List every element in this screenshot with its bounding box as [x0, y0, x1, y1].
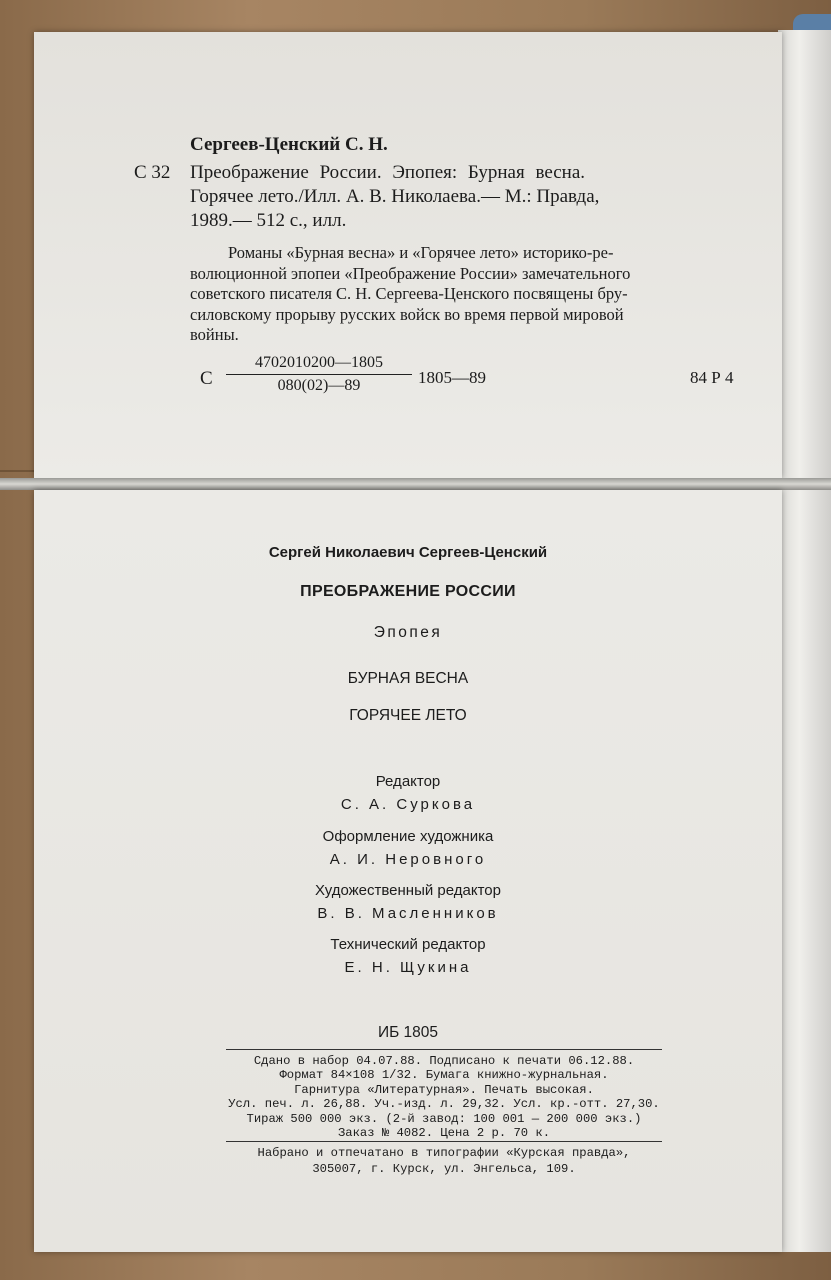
imprint-rule-top	[226, 1049, 662, 1050]
imprint-line: Сдано в набор 04.07.88. Подписано к печати 06.12.88.	[253, 1054, 635, 1068]
annotation	[190, 243, 750, 346]
ib-number: ИБ 1805	[377, 1024, 439, 1041]
credit-role: Технический редактор	[330, 936, 486, 953]
binding-cord	[0, 478, 831, 490]
annotation-line: волюционной эпопеи «Преображение России» замечательного	[190, 263, 631, 283]
annotation-line: советского писателя С. Н. Сергеева-Ценского посвящены бру-	[190, 284, 628, 303]
imprint-line: Усл. печ. л. 26,88. Уч.-изд. л. 29,32. Усл. кр.-отт. 27,30.	[228, 1097, 660, 1112]
imprint-line: Заказ № 4082. Цена 2 р. 70 к.	[337, 1126, 551, 1141]
credit-name: С. А. Суркова	[340, 796, 476, 813]
book-title: ПРЕОБРАЖЕНИЕ РОССИИ	[300, 583, 516, 600]
printer-line: Набрано и отпечатано в типографии «Курская правда»,	[257, 1146, 631, 1160]
credit-name: В. В. Масленников	[317, 905, 499, 922]
volume-title-1: БУРНАЯ ВЕСНА	[347, 670, 469, 687]
biblio-line: 1989.— 512 с., илл.	[190, 210, 347, 231]
index-denominator: 080(02)—89	[277, 377, 361, 394]
bibliographic-description	[190, 161, 750, 233]
credit-name: А. И. Неровного	[329, 851, 487, 868]
annotation-line: Романы «Бурная весна» и «Горячее лето» историко-ре-	[228, 243, 614, 262]
imprint-block	[226, 1054, 662, 1140]
imprint-line: Тираж 500 000 экз. (2-й завод: 100 001 — 200 000 экз.)	[246, 1111, 642, 1126]
biblio-line: Горячее лето./Илл. А. В. Николаева.— М.: Правда,	[190, 186, 600, 207]
annotation-line: войны.	[190, 325, 239, 344]
genre: Эпопея	[373, 624, 443, 641]
credit-name: Е. Н. Щукина	[344, 959, 472, 976]
annotation-line: силовскому прорыву русских войск во время первой мировой	[190, 304, 624, 324]
volume-title-2: ГОРЯЧЕЕ ЛЕТО	[349, 707, 467, 724]
credit-role: Художественный редактор	[315, 882, 501, 899]
biblio-line: Преображение России. Эпопея: Бурная весна.	[190, 162, 586, 183]
imprint-line: Гарнитура «Литературная». Печать высокая.	[294, 1082, 594, 1097]
shelf-code: С 32	[134, 162, 171, 183]
full-author: Сергей Николаевич Сергеев-Ценский	[268, 544, 548, 561]
printer-line: 305007, г. Курск, ул. Энгельса, 109.	[312, 1162, 576, 1176]
index-letter: С	[200, 368, 213, 389]
credit-role: Оформление художника	[322, 828, 494, 845]
index-fraction	[226, 352, 412, 397]
index-right: 84 Р 4	[690, 368, 734, 387]
index-numerator: 4702010200—1805	[226, 352, 412, 375]
imprint-line: Формат 84×108 1/32. Бумага книжно-журнальная.	[279, 1068, 609, 1083]
printer-block	[226, 1145, 662, 1177]
index-middle: 1805—89	[418, 368, 486, 387]
imprint-rule-bottom	[226, 1141, 662, 1142]
card-author: Сергеев-Ценский С. Н.	[190, 134, 388, 155]
credit-role: Редактор	[375, 773, 441, 790]
page-edge-right	[778, 30, 831, 1252]
